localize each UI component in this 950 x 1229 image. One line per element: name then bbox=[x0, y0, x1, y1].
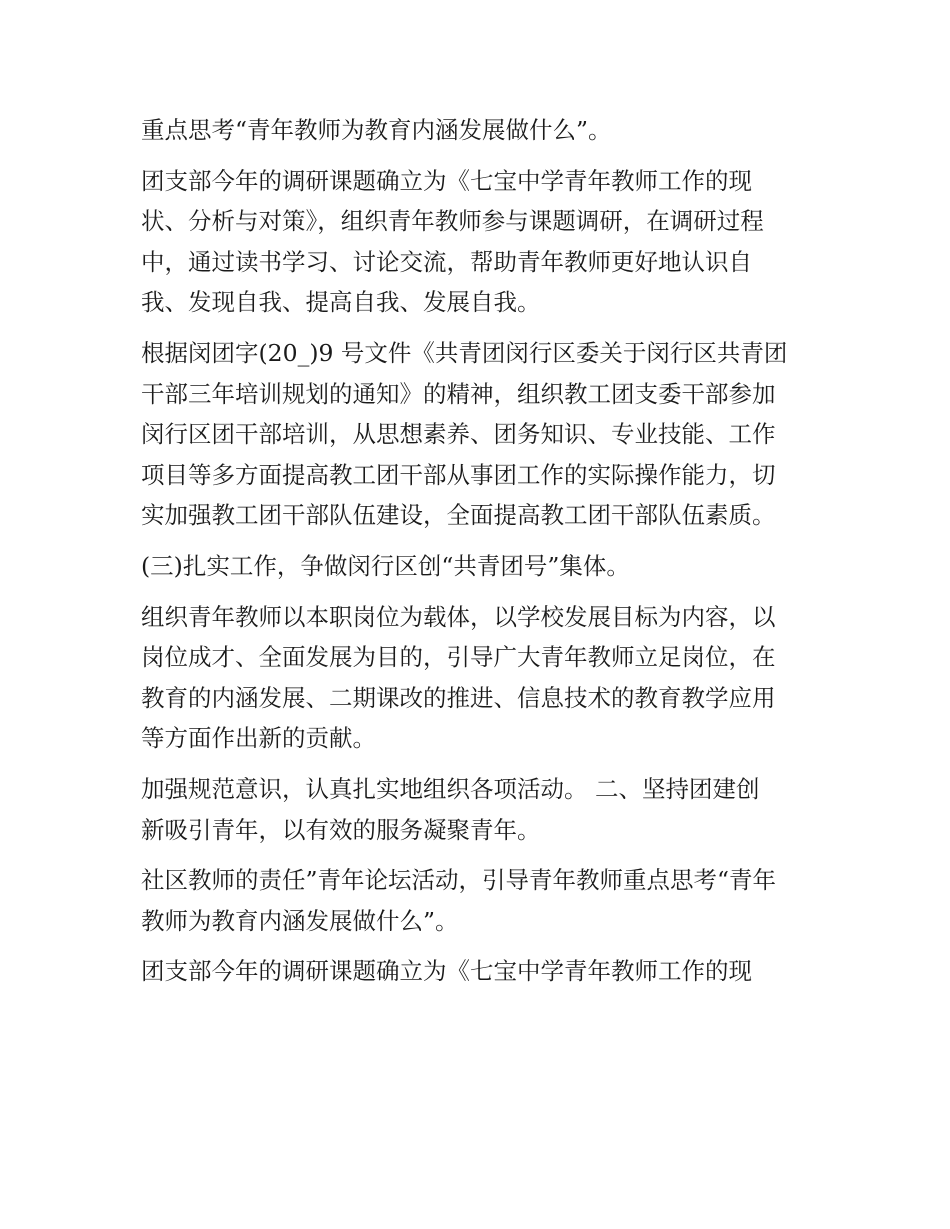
text-line: 根据闵团字(20_)9 号文件《共青团闵行区委关于闵行区共青团 bbox=[141, 338, 788, 367]
text-line: 中，通过读书学习、讨论交流，帮助青年教师更好地认识自 bbox=[141, 247, 752, 276]
text-line: 加强规范意识，认真扎实地组织各项活动。 二、坚持团建创 bbox=[141, 774, 760, 803]
text-line: 等方面作出新的贡献。 bbox=[141, 724, 376, 753]
text-line: 实加强教工团干部队伍建设，全面提高教工团干部队伍素质。 bbox=[141, 501, 776, 530]
text-line: 团支部今年的调研课题确立为《七宝中学青年教师工作的现 bbox=[141, 166, 752, 195]
text-line: 干部三年培训规划的通知》的精神，组织教工团支委干部参加 bbox=[141, 379, 776, 408]
text-line: 社区教师的责任”青年论坛活动，引导青年教师重点思考“青年 bbox=[141, 866, 777, 895]
text-line: 重点思考“青年教师为教育内涵发展做什么”。 bbox=[141, 116, 612, 144]
text-line: 组织青年教师以本职岗位为载体，以学校发展目标为内容，以 bbox=[141, 602, 776, 631]
text-line: 项目等多方面提高教工团干部从事团工作的实际操作能力，切 bbox=[141, 460, 776, 489]
text-line: 新吸引青年，以有效的服务凝聚青年。 bbox=[141, 815, 541, 844]
text-line: 闵行区团干部培训，从思想素养、团务知识、专业技能、工作 bbox=[141, 420, 776, 449]
text-line: 教师为教育内涵发展做什么”。 bbox=[141, 906, 459, 935]
text-line: 教育的内涵发展、二期课改的推进、信息技术的教育教学应用 bbox=[141, 683, 776, 712]
paragraph-7 bbox=[141, 860, 813, 941]
paragraph-4 bbox=[141, 546, 813, 587]
text-line: 岗位成才、全面发展为目的，引导广大青年教师立足岗位，在 bbox=[141, 643, 776, 672]
paragraph-5 bbox=[141, 597, 813, 759]
paragraph-1 bbox=[141, 110, 813, 151]
document-body bbox=[141, 110, 813, 1002]
text-line: 团支部今年的调研课题确立为《七宝中学青年教师工作的现 bbox=[141, 957, 752, 986]
paragraph-2 bbox=[141, 161, 813, 323]
paragraph-6 bbox=[141, 769, 813, 850]
paragraph-3 bbox=[141, 333, 813, 536]
text-line: 我、发现自我、提高自我、发展自我。 bbox=[141, 288, 541, 317]
text-line: 状、分析与对策》，组织青年教师参与课题调研，在调研过程 bbox=[141, 207, 764, 236]
text-line: (三)扎实工作，争做闵行区创“共青团号”集体。 bbox=[141, 551, 630, 580]
paragraph-8 bbox=[141, 951, 813, 992]
